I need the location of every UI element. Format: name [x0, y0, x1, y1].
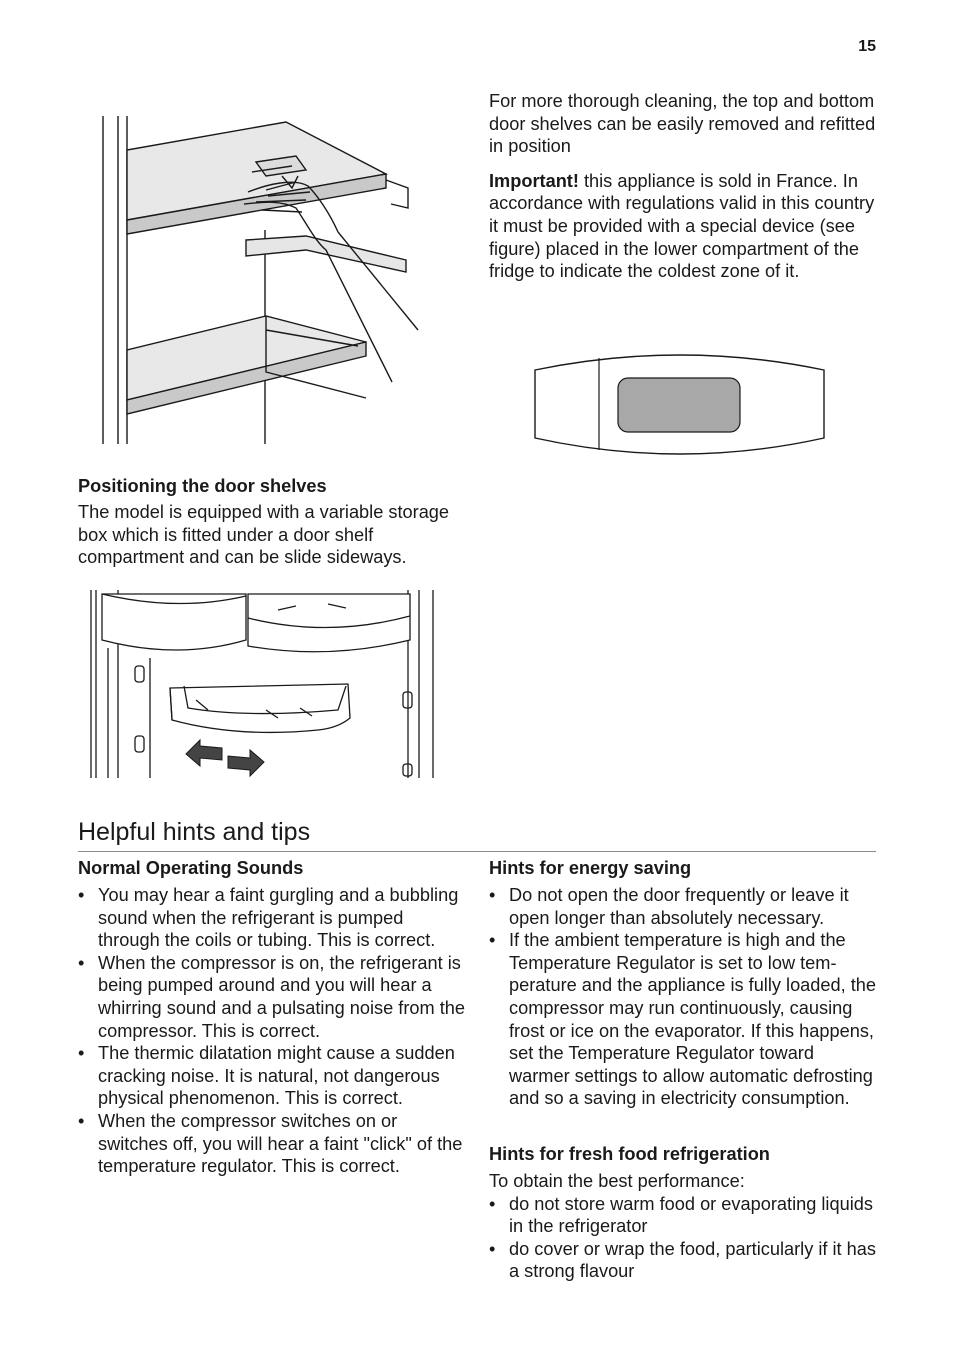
fresh-food-section — [489, 1143, 879, 1283]
important-text: this appliance is sold in France. In accordance with regulations valid in this country it must be provided with a special device (see figure) placed in the lower compartment of the fridge to indicate the coldest zone of it. — [489, 170, 875, 282]
section-title: Helpful hints and tips — [78, 818, 311, 846]
energy-section — [489, 857, 879, 1110]
list-item: • When the compressor is on, the refrigerant is being pumped around and you will hear a whirring sound and a pulsating noise from the compressor. This is correct. — [78, 952, 468, 1042]
list-item: • The thermic dilatation might cause a sudden cracking noise. It is natural, not dangerous physical phenomenon. This is correct. — [78, 1042, 468, 1110]
list-item: • do cover or wrap the food, particularly if it has a strong flavour — [489, 1238, 879, 1283]
positioning-paragraph: The model is equipped with a variable storage box which is fitted under a door shelf compartment and can be slide sideways. — [78, 502, 450, 568]
storage-box-illustration — [88, 588, 442, 780]
list-item: • do not store warm food or evaporating liquids in the refrigerator — [489, 1193, 879, 1238]
arrow-right-icon — [228, 750, 264, 776]
indicator-window — [618, 378, 740, 432]
important-label: Important! — [489, 170, 579, 191]
shelf-removal-illustration — [96, 110, 426, 450]
important-paragraph — [489, 170, 877, 283]
list-item: • When the compressor switches on or switches off, you will hear a faint "click" of the temperature regulator. This is correct. — [78, 1110, 468, 1178]
positioning-heading: Positioning the door shelves — [78, 476, 327, 496]
cleaning-paragraph: For more thorough cleaning, the top and bottom door shelves can be easily removed and refitted in position — [489, 91, 876, 157]
temperature-indicator-illustration — [532, 352, 828, 460]
list-item: • You may hear a faint gurgling and a bubbling sound when the refrigerant is pumped through the coils or tubing. This is correct. — [78, 884, 468, 952]
page-number: 15 — [858, 38, 876, 55]
fresh-food-intro: To obtain the best performance: — [489, 1171, 745, 1191]
fresh-food-heading: Hints for fresh food refrigeration — [489, 1144, 770, 1164]
list-item: • If the ambient temperature is high and the Temperature Regulator is set to low temperature and the appliance is fully loaded, the compressor may run continuously, causing frost or ice on the evaporator. If this happens, set the Temperature Regulator toward warmer settings to allow automatic defrosting and so a saving in electricity consumption. — [489, 929, 879, 1110]
section-divider — [78, 851, 876, 852]
list-item: • Do not open the door frequently or leave it open longer than absolutely necessary. — [489, 884, 879, 929]
arrow-left-icon — [186, 740, 222, 766]
normal-sounds-heading: Normal Operating Sounds — [78, 858, 304, 878]
energy-heading: Hints for energy saving — [489, 858, 692, 878]
normal-sounds-section — [78, 857, 468, 1178]
